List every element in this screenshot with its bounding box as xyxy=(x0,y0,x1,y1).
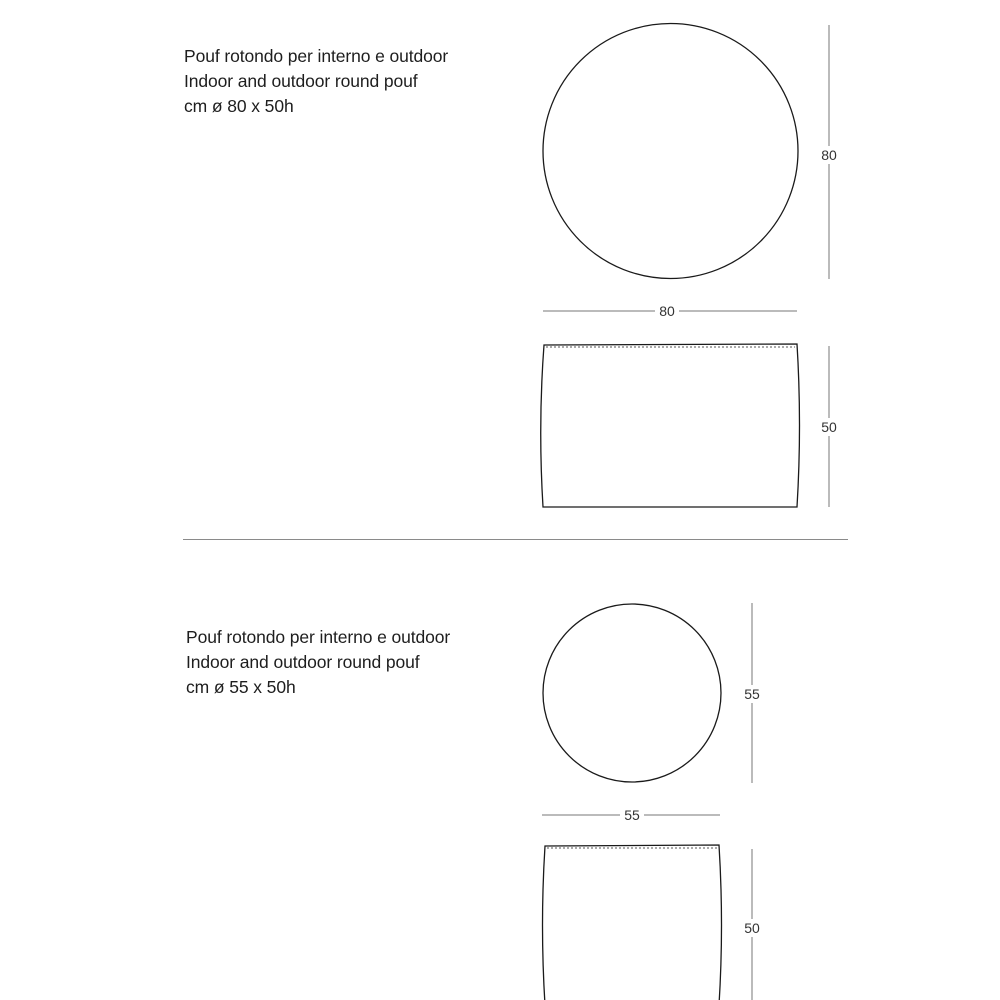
product-2-width-dimension xyxy=(542,806,720,824)
dimension-label-depth: 55 xyxy=(744,686,760,702)
product-1-front-view xyxy=(541,344,800,507)
product-1-height-dimension xyxy=(818,346,840,507)
dimension-label-width: 80 xyxy=(659,303,675,319)
product-1-depth-dimension xyxy=(818,25,840,279)
pouf-top-outline xyxy=(543,604,721,782)
section-divider xyxy=(183,539,848,540)
pouf-top-outline xyxy=(543,24,798,279)
product-2-front-view xyxy=(543,845,722,1000)
dimension-label-width: 55 xyxy=(624,807,640,823)
dimension-label-height: 50 xyxy=(821,419,837,435)
product-1-width-dimension xyxy=(543,302,797,320)
product-2-height-dimension xyxy=(741,849,763,1000)
dimension-label-height: 50 xyxy=(744,920,760,936)
description-size: cm ø 80 x 50h xyxy=(184,96,294,116)
description-english: Indoor and outdoor round pouf xyxy=(186,652,420,672)
product-description-2 xyxy=(186,625,450,700)
product-2-depth-dimension xyxy=(741,603,763,783)
product-2-top-view xyxy=(543,604,721,782)
description-english: Indoor and outdoor round pouf xyxy=(184,71,418,91)
description-italian: Pouf rotondo per interno e outdoor xyxy=(186,627,451,647)
pouf-front-outline xyxy=(541,344,800,507)
description-italian: Pouf rotondo per interno e outdoor xyxy=(184,46,449,66)
dimension-label-depth: 80 xyxy=(821,147,837,163)
pouf-front-outline xyxy=(543,845,722,1000)
product-1-top-view xyxy=(543,24,798,279)
description-size: cm ø 55 x 50h xyxy=(186,677,296,697)
